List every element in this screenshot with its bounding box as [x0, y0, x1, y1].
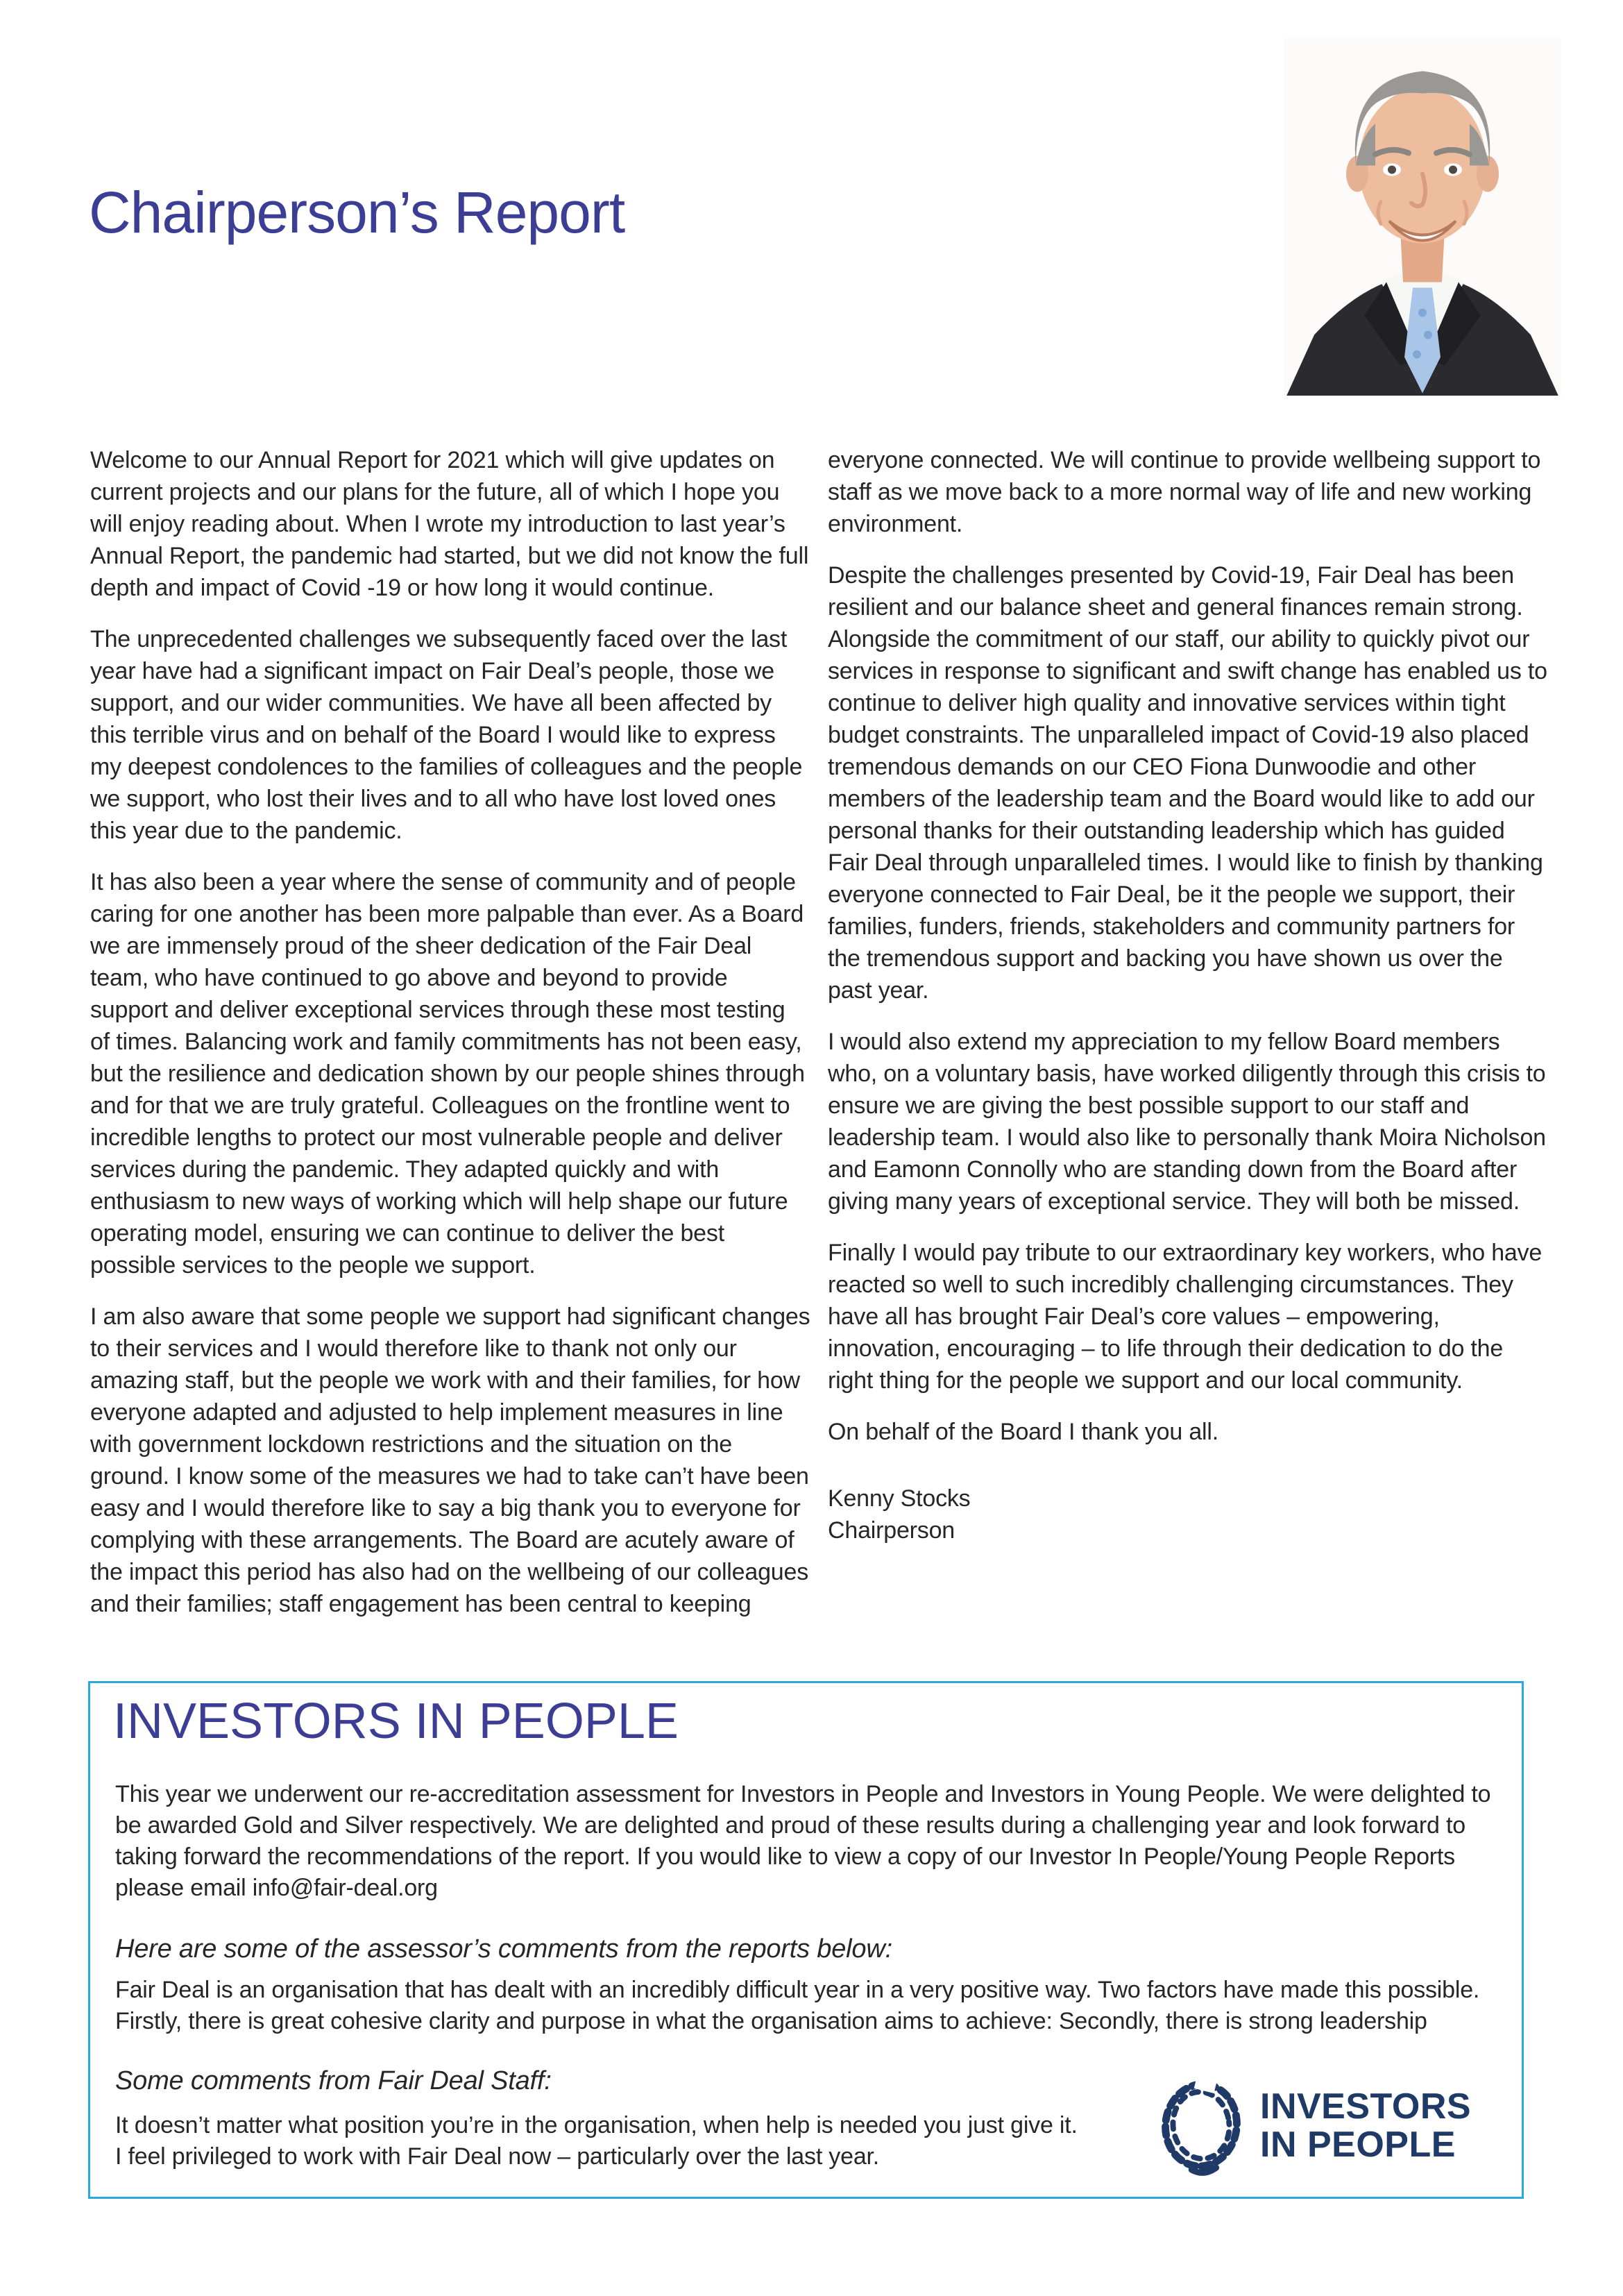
- laurel-wreath-icon: [1153, 2074, 1249, 2178]
- report-paragraph: Finally I would pay tribute to our extraordinary key workers, who have reacted so well to such incredibly challenging circumstances. They have all has brought Fair Deal’s core values – empowering, innovation, encouraging – to life through their dedication to do the right thing for the people we support and our local community.: [828, 1240, 1543, 1394]
- report-paragraph: Despite the challenges presented by Covid-19, Fair Deal has been resilient and our balance sheet and general finances remain strong. Alongside the commitment of our staff, our ability to quickly pivot our services in response to significant and swift change has enabled us to continue to deliver high quality and innovative services within tight budget constraints. The unparalleled impact of Covid-19 also placed tremendous demands on our CEO Fiona Dunwoodie and other members of the leadership team and the Board would like to add our personal thanks for their outstanding leadership which has guided Fair Deal through unparalleled times. I would like to finish by thanking everyone connected to Fair Deal, be it the people we support, their families, funders, friends, stakeholders and community partners for the tremendous support and backing you have shown us over the past year.: [828, 562, 1547, 1004]
- iip-staff-comment: It doesn’t matter what position you’re in the organisation, when help is needed you just give it.: [115, 2112, 1078, 2138]
- iip-heading: INVESTORS IN PEOPLE: [113, 1694, 679, 1749]
- chairperson-photo: [1284, 38, 1561, 396]
- report-column-1: [90, 444, 810, 1639]
- iip-staff-heading: Some comments from Fair Deal Staff:: [115, 2066, 552, 2095]
- investors-in-people-logo: [1153, 2068, 1514, 2183]
- report-paragraph: everyone connected. We will continue to provide wellbeing support to staff as we move back to a more normal way of life and new working environment.: [828, 447, 1541, 537]
- report-paragraph: Welcome to our Annual Report for 2021 which will give updates on current projects and our plans for the future, all of which I hope you will enjoy reading about. When I wrote my introduction to last year’s Annual Report, the pandemic had started, but we did not know the full depth and impact of Covid -19 or how long it would continue.: [90, 447, 809, 601]
- iip-assessor-comments: Fair Deal is an organisation that has dealt with an incredibly difficult year in a very positive way. Two factors have made this possible. Firstly, there is great cohesive clarity and purpose in what the organisation aims to achieve: Secondly, there is strong leadership: [115, 1977, 1480, 2034]
- portrait-illustration-icon: [1284, 38, 1561, 396]
- report-paragraph: On behalf of the Board I thank you all.: [828, 1419, 1219, 1445]
- report-paragraph: I would also extend my appreciation to my fellow Board members who, on a voluntary basis, have worked diligently through this crisis to ensure we are giving the best possible support to our staff and leadership team. I would also like to personally thank Moira Nicholson and Eamonn Connolly who are standing down from the Board after giving many years of exceptional service. They will both be missed.: [828, 1029, 1546, 1215]
- investors-in-people-section: [88, 1681, 1524, 2199]
- iip-staff-comment: I feel privileged to work with Fair Deal now – particularly over the last year.: [115, 2143, 880, 2170]
- iip-logo-line2: IN PEOPLE: [1260, 2124, 1456, 2165]
- report-column-2: [828, 444, 1548, 1546]
- signature-name: Kenny Stocks: [828, 1485, 971, 1512]
- page-title: Chairperson’s Report: [89, 180, 625, 245]
- report-paragraph: It has also been a year where the sense of community and of people caring for one another has been more palpable than ever. As a Board we are immensely proud of the sheer dedication of the Fair Deal team, who have continued to go above and beyond to provide support and deliver exceptional services through these most testing of times. Balancing work and family commitments has not been easy, but the resilience and dedication shown by our people shines through and for that we are truly grateful. Colleagues on the frontline went to incredible lengths to protect our most vulnerable people and deliver services during the pandemic. They adapted quickly and with enthusiasm to new ways of working which will help shape our future operating model, ensuring we can continue to deliver the best possible services to the people we support.: [90, 869, 805, 1278]
- report-paragraph: I am also aware that some people we support had significant changes to their services and I would therefore like to thank not only our amazing staff, but the people we work with and their families, for how everyone adapted and adjusted to help implement measures in line with government lockdown restrictions and the situation on the ground. I know some of the measures we had to take can’t have been easy and I would therefore like to say a big thank you to everyone for complying with these arrangements. The Board are acutely aware of the impact this period has also had on the wellbeing of our colleagues and their families; staff engagement has been central to keeping: [90, 1303, 810, 1617]
- iip-logo-line1: INVESTORS: [1260, 2086, 1472, 2127]
- signature-block: [828, 1483, 1548, 1546]
- iip-logo-text: [1260, 2088, 1471, 2164]
- iip-intro-paragraph: This year we underwent our re-accreditation assessment for Investors in People and Investors in Young People. We were delighted to be awarded Gold and Silver respectively. We are delighted and proud of these results during a challenging year and look forward to taking forward the recommendations of the report. If you would like to view a copy of our Investor In People/Young People Reports please email info@fair-deal.org: [115, 1781, 1491, 1901]
- iip-assessor-heading: Here are some of the assessor’s comments from the reports below:: [115, 1934, 892, 1964]
- signature-role: Chairperson: [828, 1517, 955, 1544]
- report-paragraph: The unprecedented challenges we subsequently faced over the last year have had a significant impact on Fair Deal’s people, those we support, and our wider communities. We have all been affected by this terrible virus and on behalf of the Board I would like to express my deepest condolences to the families of colleagues and the people we support, who lost their lives and to all who have lost loved ones this year due to the pandemic.: [90, 626, 803, 844]
